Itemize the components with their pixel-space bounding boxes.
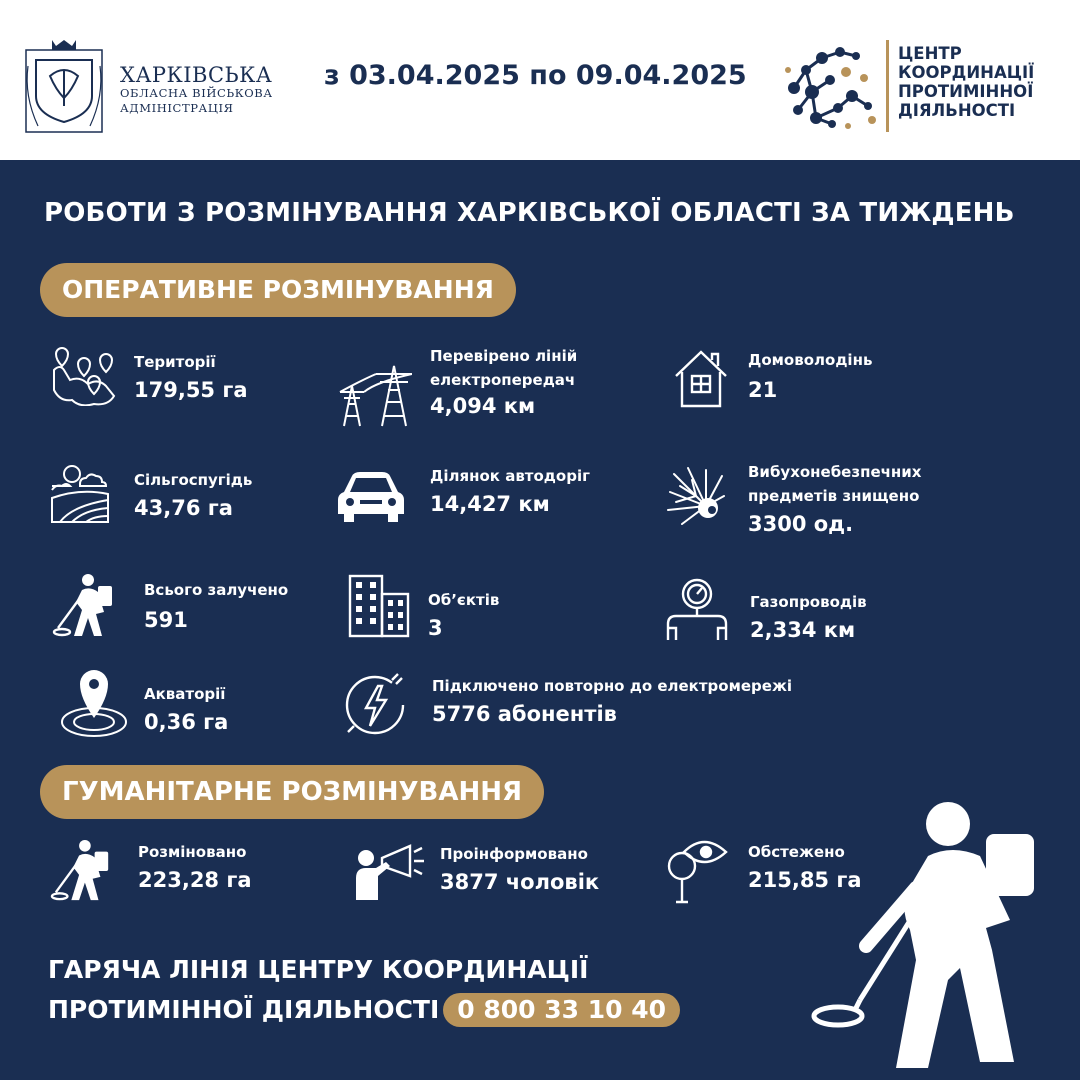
surveyed-label: Обстежено — [748, 843, 845, 861]
center-line2: КООРДИНАЦІЇ — [898, 63, 1035, 82]
admin-line3: АДМІНІСТРАЦІЯ — [120, 101, 234, 115]
territories-value: 179,55 га — [134, 378, 248, 402]
demined-value: 223,28 га — [138, 868, 252, 892]
kharkiv-crest-icon — [22, 36, 106, 136]
demined-label: Розміновано — [138, 843, 247, 861]
electricity-plug-icon — [342, 672, 408, 738]
deminer-small-icon — [50, 838, 114, 904]
water-value: 0,36 га — [144, 710, 229, 734]
water-label: Акваторії — [144, 685, 226, 703]
hotline-line2-row — [48, 990, 680, 1030]
deminer-icon — [52, 572, 118, 640]
water-location-pin-icon — [58, 668, 130, 738]
power-lines-label2: електропередач — [430, 371, 576, 389]
explosives-label2: предметів знищено — [748, 487, 920, 505]
house-icon — [672, 348, 730, 410]
objects-label: Об’єктів — [428, 591, 500, 609]
logo-divider — [886, 40, 889, 132]
hotline — [48, 950, 680, 1030]
gas-pipe-gauge-icon — [664, 576, 730, 642]
territories-label: Території — [134, 353, 216, 371]
operative-heading: ОПЕРАТИВНЕ РОЗМІНУВАННЯ — [40, 263, 516, 317]
gas-label: Газопроводів — [750, 593, 867, 611]
mine-action-center-logo-icon — [782, 40, 882, 134]
explosives-value: 3300 од. — [748, 512, 854, 536]
buildings-icon — [346, 572, 412, 638]
map-pins-icon — [50, 346, 118, 406]
admin-name — [120, 64, 273, 116]
objects-value: 3 — [428, 616, 443, 640]
surveyed-value: 215,85 га — [748, 868, 862, 892]
explosion-icon — [666, 466, 726, 526]
hotline-line2: ПРОТИМІННОЇ ДІЯЛЬНОСТІ — [48, 995, 440, 1024]
humanitarian-heading: ГУМАНІТАРНЕ РОЗМІНУВАННЯ — [40, 765, 544, 819]
informed-label: Проінформовано — [440, 845, 588, 863]
admin-line1: ХАРКІВСЬКА — [120, 63, 273, 87]
date-range: з 03.04.2025 по 09.04.2025 — [324, 60, 747, 91]
grid-label: Підключено повторно до електромережі — [432, 677, 793, 695]
power-tower-icon — [336, 356, 412, 428]
personnel-value: 591 — [144, 608, 188, 632]
center-line3: ПРОТИМІННОЇ — [898, 82, 1034, 101]
admin-line2: ОБЛАСНА ВІЙСЬКОВА — [120, 86, 273, 100]
roads-value: 14,427 км — [430, 492, 550, 516]
households-label: Домоволодінь — [748, 351, 873, 369]
hotline-phone[interactable]: 0 800 33 10 40 — [443, 993, 680, 1027]
eye-magnifier-icon — [666, 838, 730, 904]
center-name — [898, 44, 1078, 120]
grid-value: 5776 абонентів — [432, 702, 617, 726]
informed-value: 3877 чоловік — [440, 870, 600, 894]
personnel-label: Всього залучено — [144, 581, 289, 599]
power-lines-label1: Перевірено ліній — [430, 347, 578, 365]
farmland-value: 43,76 га — [134, 496, 233, 520]
center-line4: ДІЯЛЬНОСТІ — [898, 101, 1016, 120]
roads-label: Ділянок автодоріг — [430, 467, 590, 485]
header — [0, 0, 1080, 160]
megaphone-person-icon — [352, 842, 424, 902]
hotline-line1: ГАРЯЧА ЛІНІЯ ЦЕНТРУ КООРДИНАЦІЇ — [48, 955, 589, 984]
farmland-icon — [50, 462, 112, 524]
car-icon — [336, 470, 406, 526]
page-title: РОБОТИ З РОЗМІНУВАННЯ ХАРКІВСЬКОЇ ОБЛАСТІ ЗА ТИЖДЕНЬ — [44, 198, 1015, 228]
households-value: 21 — [748, 378, 778, 402]
gas-value: 2,334 км — [750, 618, 856, 642]
center-line1: ЦЕНТР — [898, 44, 962, 63]
deminer-large-icon — [800, 800, 1060, 1080]
main-panel — [0, 160, 1080, 1080]
farmland-label: Сільгоспугідь — [134, 471, 253, 489]
explosives-label1: Вибухонебезпечних — [748, 463, 922, 481]
power-lines-value: 4,094 км — [430, 394, 536, 418]
